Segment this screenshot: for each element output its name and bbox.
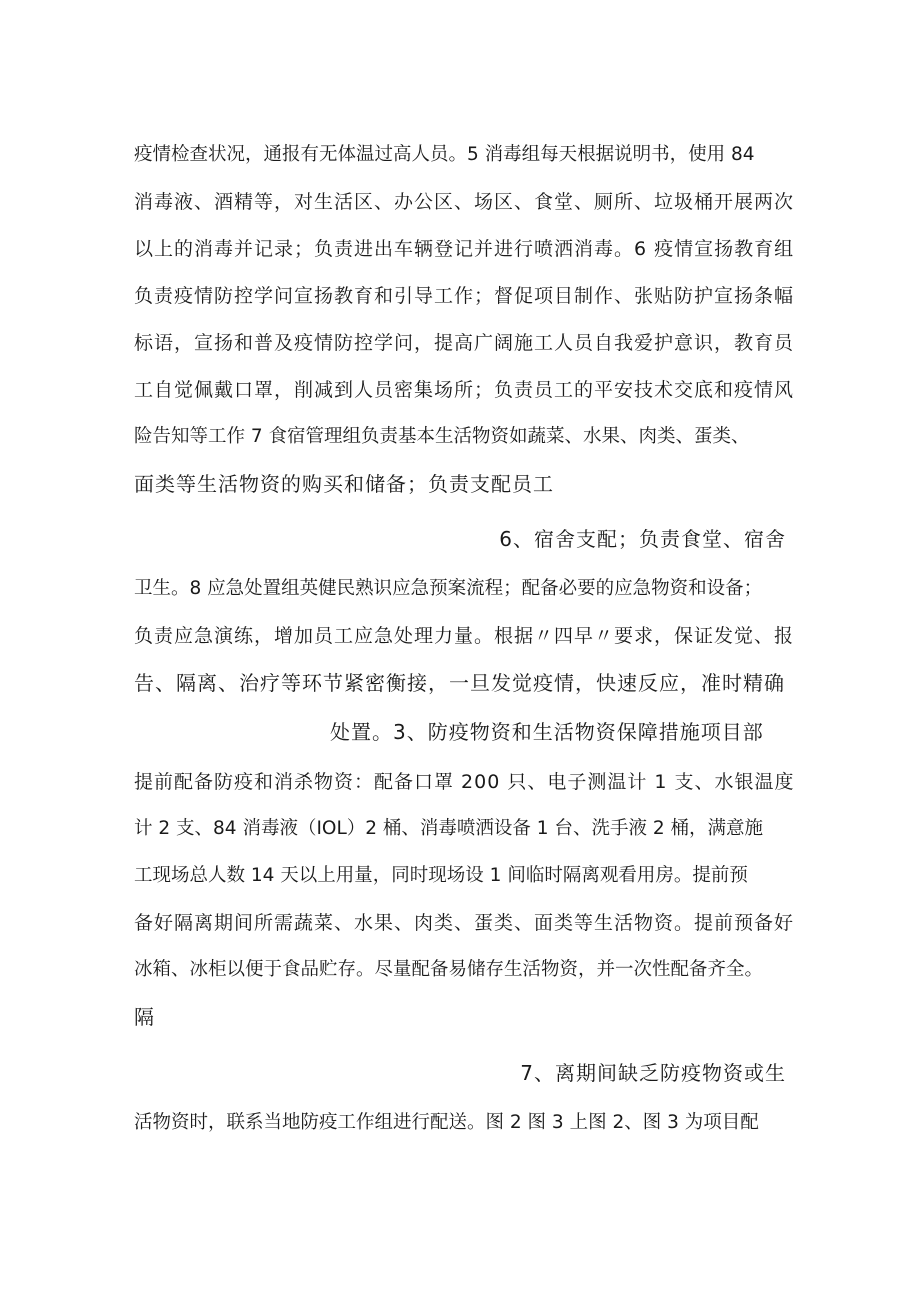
body-text-line: 负责应急演练，增加员工应急处理力量。根据〃四早〃要求，保证发觉、报 (134, 625, 795, 647)
body-text-line: 卫生。8 应急处置组英健民熟识应急预案流程；配备必要的应急物资和设备； (134, 578, 763, 599)
body-text-line: 疫情检查状况，通报有无体温过高人员。5 消毒组每天根据说明书，使用 84 (134, 144, 755, 165)
body-text-line: 面类等生活物资的购买和储备；负责支配员工 (134, 472, 554, 496)
body-text-line: 备好隔离期间所需蔬菜、水果、肉类、蛋类、面类等生活物资。提前预备好 (134, 912, 795, 934)
body-text-line-right: 7、离期间缺乏防疫物资或生 (520, 1061, 786, 1085)
body-text-line: 告、隔离、治疗等环节紧密衡接，一旦发觉疫情，快速反应，准时精确 (134, 671, 785, 695)
body-text-line: 隔 (134, 1005, 155, 1029)
body-text-line: 提前配备防疫和消杀物资：配备口罩 200 只、电子测温计 1 支、水银温度 (134, 771, 795, 793)
body-text-line: 标语，宣扬和普及疫情防控学问，提高广阔施工人员自我爱护意识，教育员 (134, 332, 795, 354)
body-text-line: 工自觉佩戴口罩，削减到人员密集场所；负责员工的平安技术交底和疫情风 (134, 379, 795, 401)
body-text-line: 险告知等工作 7 食宿管理组负责基本生活物资如蔬菜、水果、肉类、蛋类、 (134, 426, 750, 447)
body-text-line: 以上的消毒并记录；负责进出车辆登记并进行喷洒消毒。6 疫情宣扬教育组 (134, 238, 795, 260)
body-text-line: 冰箱、冰柜以便于食品贮存。尽量配备易储存生活物资，并一次性配备齐全。 (134, 959, 764, 980)
body-text-line-indented: 处置。3、防疫物资和生活物资保障措施项目部 (330, 720, 764, 744)
body-text-line: 负责疫情防控学问宣扬教育和引导工作；督促项目制作、张贴防护宣扬条幅 (134, 285, 795, 307)
body-text-line: 消毒液、酒精等，对生活区、办公区、场区、食堂、厕所、垃圾桶开展两次 (134, 191, 795, 213)
body-text-line: 工现场总人数 14 天以上用量，同时现场设 1 间临时隔离观看用房。提前预 (134, 865, 748, 886)
body-text-line-right: 6、宿舍支配；负责食堂、宿舍 (499, 527, 786, 551)
body-text-line: 计 2 支、84 消毒液（IOL）2 桶、消毒喷洒设备 1 台、洗手液 2 桶，满意施 (134, 818, 763, 839)
body-text-line: 活物资时，联系当地防疫工作组进行配送。图 2 图 3 上图 2、图 3 为项目配 (134, 1112, 759, 1133)
